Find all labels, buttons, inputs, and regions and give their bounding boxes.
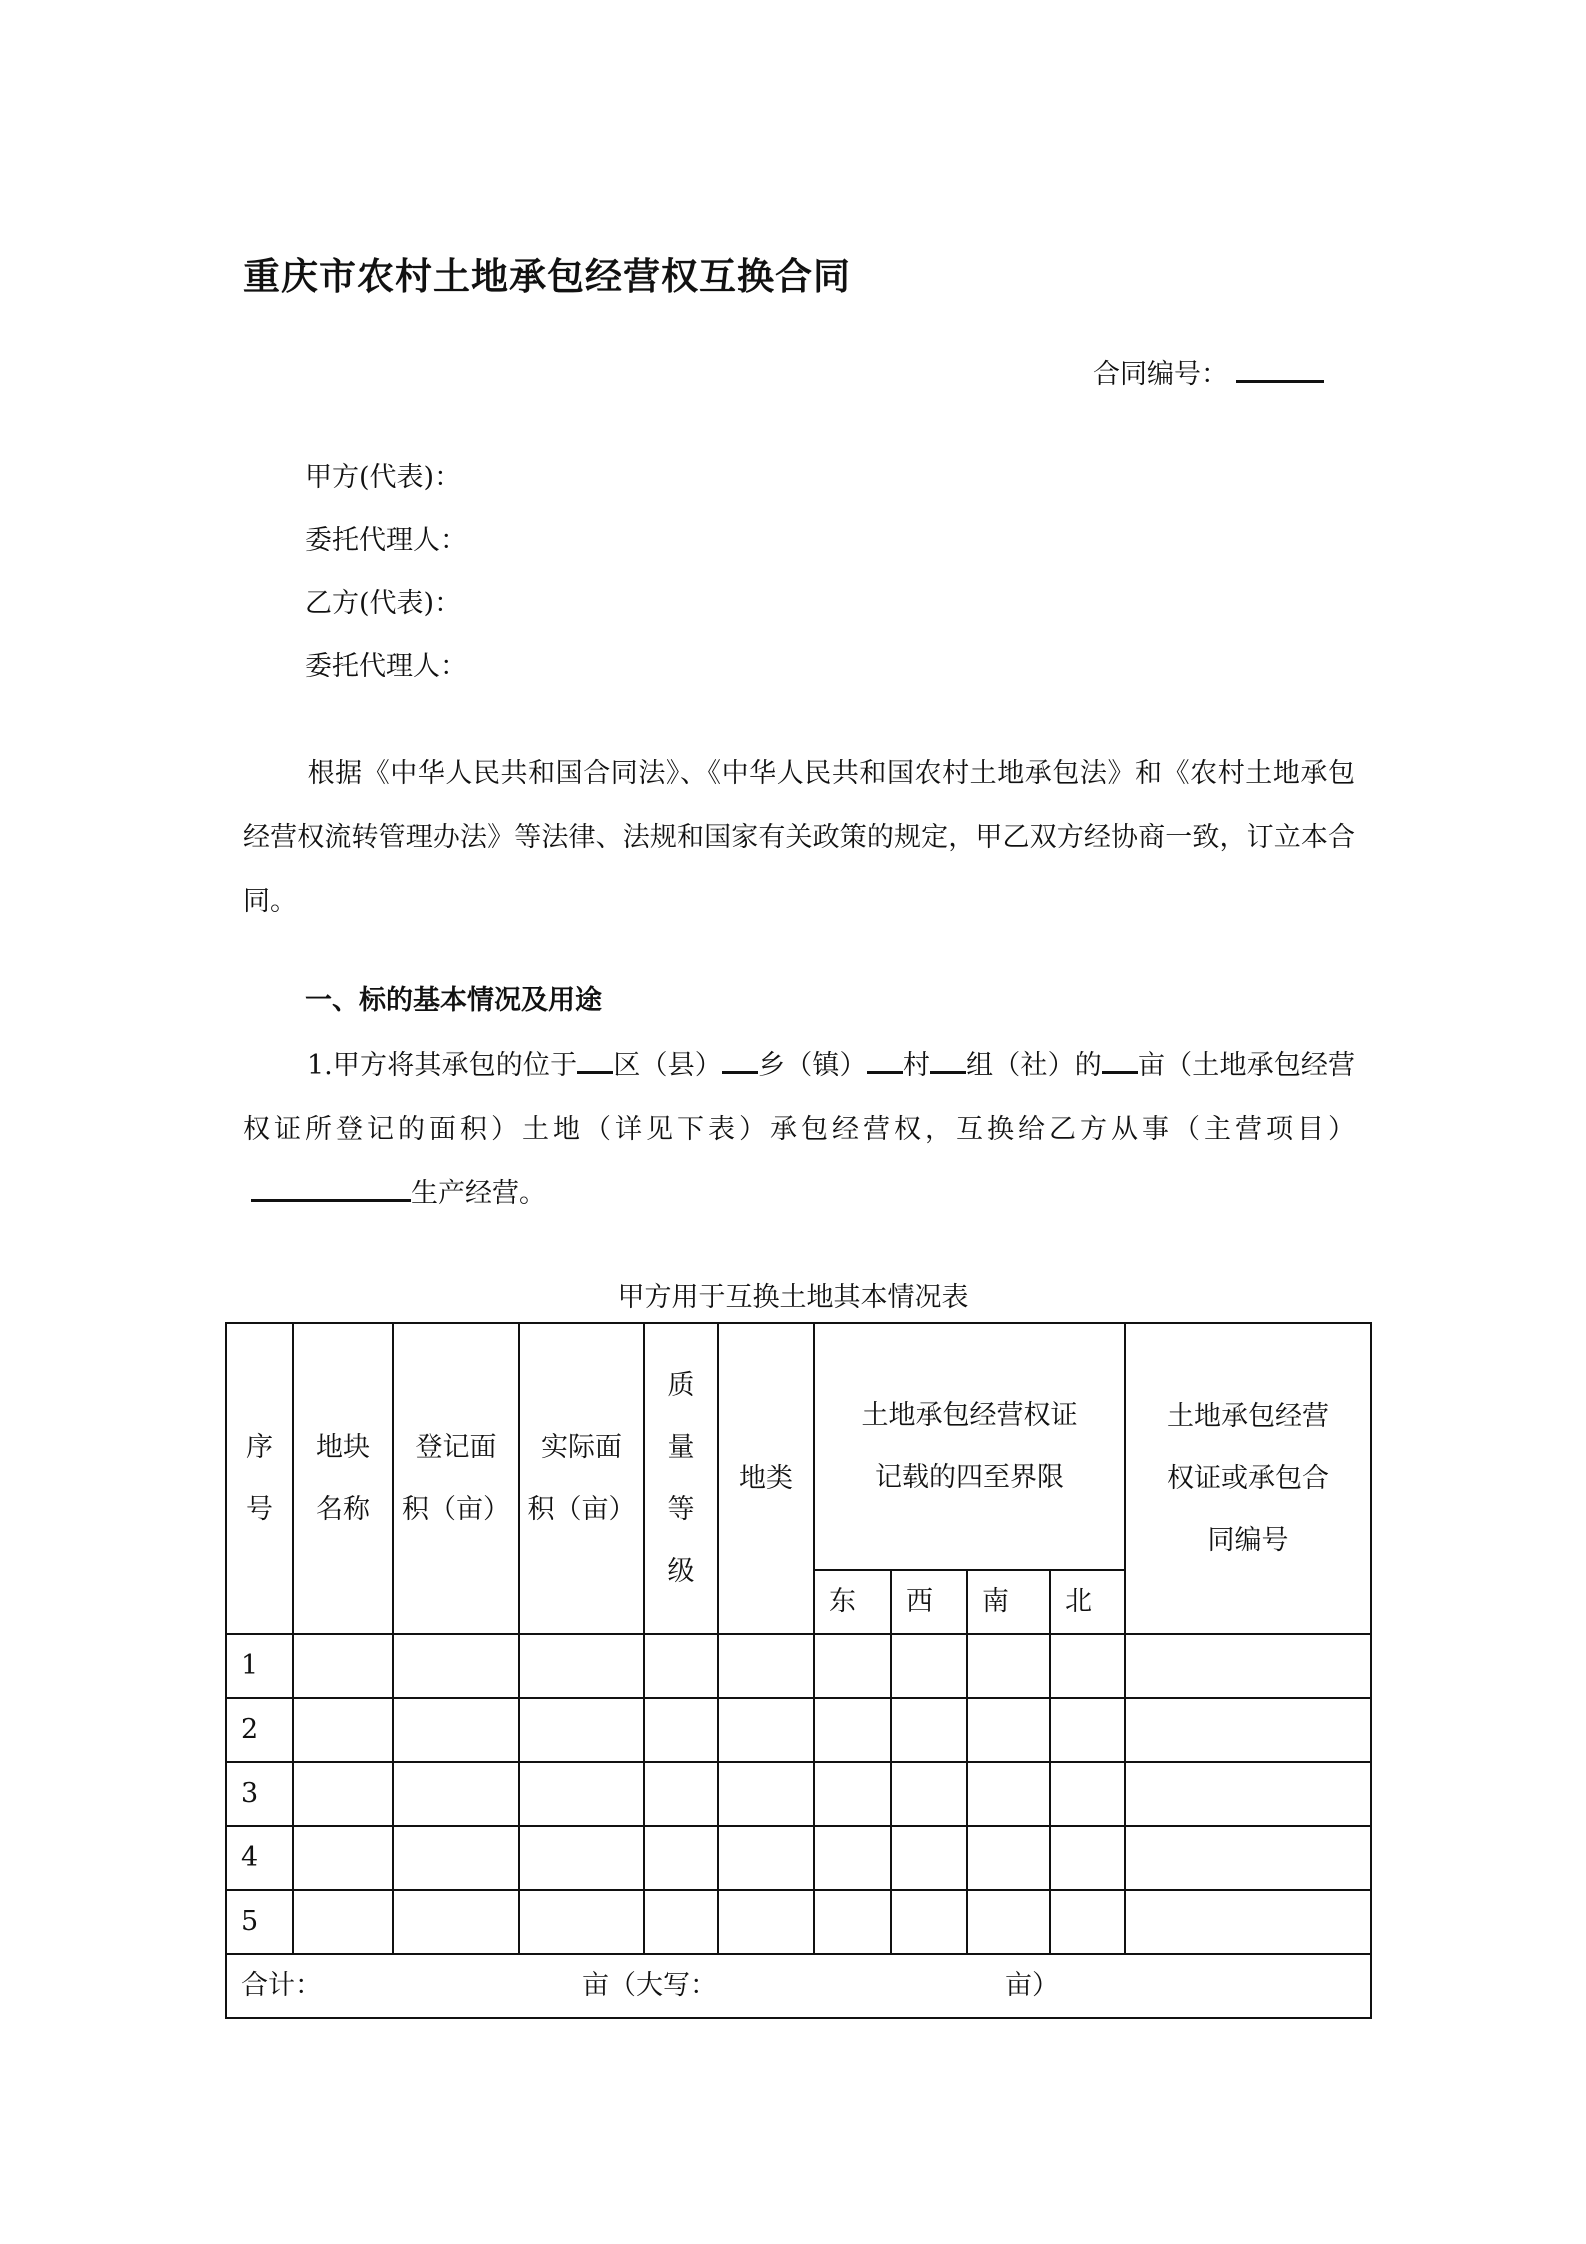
header-seq	[226, 1323, 293, 1634]
header-land-type: 地类	[718, 1323, 814, 1634]
table-cell[interactable]	[293, 1890, 393, 1954]
table-cell[interactable]	[1125, 1890, 1371, 1954]
table-cell[interactable]	[1050, 1762, 1125, 1826]
table-cell[interactable]	[967, 1762, 1050, 1826]
row-number: 5	[226, 1890, 293, 1954]
table-cell[interactable]	[644, 1698, 718, 1762]
table-cell[interactable]	[293, 1698, 393, 1762]
header-text: 序	[246, 1431, 273, 1463]
table-cell[interactable]	[814, 1698, 891, 1762]
clause-text: 村	[902, 1050, 930, 1081]
table-cell[interactable]	[718, 1826, 814, 1890]
clause-text: 区（县）	[613, 1050, 722, 1081]
table-cell[interactable]	[293, 1826, 393, 1890]
header-text: 量	[667, 1431, 695, 1463]
table-cell[interactable]	[519, 1826, 644, 1890]
document-title: 重庆市农村土地承包经营权互换合同	[243, 255, 851, 298]
table-cell[interactable]	[644, 1634, 718, 1698]
table-cell[interactable]	[1125, 1634, 1371, 1698]
header-quality-grade	[644, 1323, 718, 1634]
table-cell[interactable]	[393, 1698, 519, 1762]
table-cell[interactable]	[519, 1890, 644, 1954]
clause-text: 组（社）的	[965, 1050, 1102, 1081]
table-cell[interactable]	[1050, 1634, 1125, 1698]
table-cell[interactable]	[967, 1890, 1050, 1954]
table-cell[interactable]	[519, 1634, 644, 1698]
row-number: 3	[226, 1762, 293, 1826]
header-text: 权证或承包合	[1167, 1462, 1329, 1494]
table-cell[interactable]	[1050, 1826, 1125, 1890]
header-text: 级	[667, 1555, 695, 1587]
header-east: 东	[814, 1570, 891, 1634]
district-blank[interactable]	[577, 1047, 613, 1074]
table-cell[interactable]	[644, 1762, 718, 1826]
header-text: 记载的四至界限	[875, 1461, 1064, 1493]
table-cell[interactable]	[393, 1634, 519, 1698]
table-cell[interactable]	[1125, 1826, 1371, 1890]
header-west: 西	[891, 1570, 967, 1634]
table-caption: 甲方用于互换土地其本情况表	[617, 1282, 969, 1313]
table-cell[interactable]	[644, 1890, 718, 1954]
table-cell[interactable]	[718, 1698, 814, 1762]
total-unit-close: 亩）	[1005, 1970, 1059, 2001]
header-text: 名称	[316, 1493, 370, 1525]
preamble-paragraph	[243, 742, 1355, 934]
header-text: 实际面	[541, 1431, 622, 1463]
table-cell[interactable]	[814, 1890, 891, 1954]
row-number: 4	[226, 1826, 293, 1890]
table-cell[interactable]	[718, 1762, 814, 1826]
header-text: 质	[667, 1369, 695, 1401]
table-cell[interactable]	[814, 1826, 891, 1890]
header-text: 地块	[316, 1431, 370, 1463]
table-cell[interactable]	[891, 1698, 967, 1762]
header-text: 积（亩）	[402, 1493, 510, 1525]
table-cell[interactable]	[814, 1634, 891, 1698]
header-text: 号	[246, 1493, 273, 1525]
township-blank[interactable]	[722, 1047, 758, 1074]
table-cell[interactable]	[393, 1826, 519, 1890]
header-cert-no	[1125, 1323, 1371, 1634]
table-cell[interactable]	[519, 1762, 644, 1826]
header-text: 积（亩）	[527, 1493, 636, 1525]
table-cell[interactable]	[967, 1826, 1050, 1890]
land-info-table	[225, 1322, 1372, 2019]
table-cell[interactable]	[393, 1762, 519, 1826]
table-cell[interactable]	[718, 1634, 814, 1698]
table-cell[interactable]	[644, 1826, 718, 1890]
table-cell[interactable]	[814, 1762, 891, 1826]
row-number: 1	[226, 1634, 293, 1698]
village-blank[interactable]	[867, 1047, 903, 1074]
table-row	[226, 1826, 1371, 1890]
table-cell[interactable]	[967, 1698, 1050, 1762]
table-row	[226, 1634, 1371, 1698]
table-cell[interactable]	[891, 1890, 967, 1954]
table-row	[226, 1762, 1371, 1826]
table-cell[interactable]	[891, 1762, 967, 1826]
table-cell[interactable]	[519, 1698, 644, 1762]
table-row	[226, 1890, 1371, 1954]
table-cell[interactable]	[718, 1890, 814, 1954]
group-blank[interactable]	[930, 1047, 966, 1074]
main-project-blank[interactable]	[251, 1175, 411, 1202]
table-footer-total	[226, 1954, 1371, 2018]
header-text: 等	[667, 1493, 695, 1525]
table-row	[226, 1698, 1371, 1762]
party-a-agent: 委托代理人：	[305, 525, 467, 556]
clause-text: 1.甲方将其承包的位于	[307, 1050, 578, 1081]
table-cell[interactable]	[1125, 1698, 1371, 1762]
table-cell[interactable]	[393, 1890, 519, 1954]
header-text: 土地承包经营	[1167, 1400, 1329, 1432]
header-registered-area	[393, 1323, 519, 1634]
total-upper-label: 亩（大写：	[582, 1970, 717, 2001]
header-text: 登记面	[415, 1431, 497, 1463]
table-cell[interactable]	[891, 1634, 967, 1698]
header-north: 北	[1050, 1570, 1125, 1634]
preamble-text: 根据《中华人民共和国合同法》、《中华人民共和国农村土地承包法》和《农村土地承包经营权流转管理办法》等法律、法规和国家有关政策的规定，甲乙双方经协商一致，订立本合同。	[243, 758, 1355, 917]
header-parcel-name	[293, 1323, 393, 1634]
header-south: 南	[967, 1570, 1050, 1634]
table-cell[interactable]	[1050, 1890, 1125, 1954]
table-cell[interactable]	[293, 1634, 393, 1698]
table-cell[interactable]	[1050, 1698, 1125, 1762]
contract-number	[1093, 356, 1324, 391]
clause-text: 乡（镇）	[757, 1050, 867, 1081]
header-text: 同编号	[1207, 1524, 1289, 1556]
party-a: 甲方(代表)：	[305, 462, 462, 493]
party-b-agent: 委托代理人：	[305, 651, 467, 682]
table-cell[interactable]	[1125, 1762, 1371, 1826]
header-actual-area	[519, 1323, 644, 1634]
party-b: 乙方(代表)：	[305, 588, 462, 619]
area-blank[interactable]	[1102, 1047, 1138, 1074]
contract-number-label: 合同编号：	[1093, 359, 1228, 390]
header-text: 土地承包经营权证	[861, 1399, 1078, 1431]
row-number: 2	[226, 1698, 293, 1762]
section-heading: 一、标的基本情况及用途	[305, 985, 602, 1016]
table-cell[interactable]	[293, 1762, 393, 1826]
clause-text: 亩（土地承包经营权证所登记的面积）土地（详见下表）承包经营权，互换给乙方从事（主营项目）	[243, 1050, 1356, 1145]
total-label: 合计：	[241, 1970, 322, 2001]
contract-number-blank[interactable]	[1236, 356, 1324, 383]
clause-text: 生产经营。	[411, 1178, 546, 1209]
table-cell[interactable]	[891, 1826, 967, 1890]
clause-1	[243, 1034, 1355, 1226]
table-cell[interactable]	[967, 1634, 1050, 1698]
header-boundaries	[814, 1323, 1125, 1570]
